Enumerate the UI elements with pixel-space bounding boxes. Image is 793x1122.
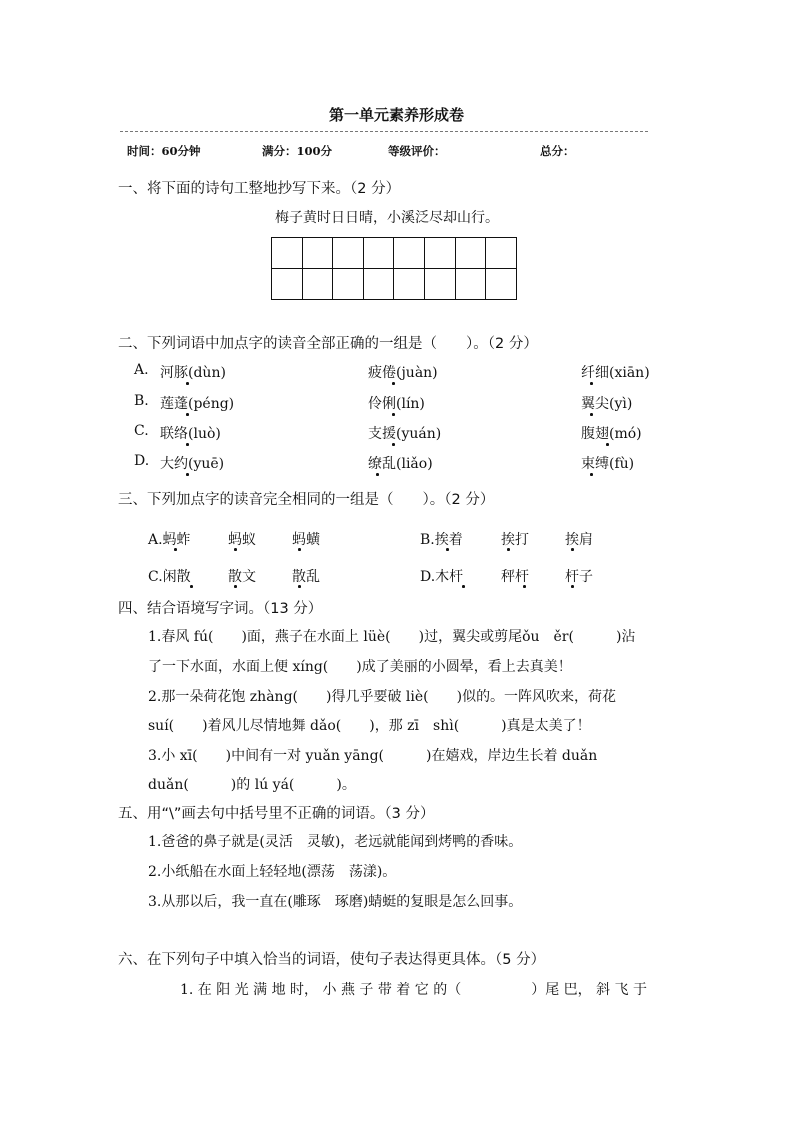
emphasis-dot <box>446 548 449 551</box>
grid-row <box>272 238 517 269</box>
q2-option-a-letter: A. <box>134 362 149 378</box>
q2-option-c-item3: 腹翅(mó) <box>581 426 642 442</box>
q3-option-c-word2: 散文 <box>228 569 256 585</box>
emphasis-dot <box>234 548 237 551</box>
q2-option-d-item2: 缭乱(liǎo) <box>368 456 433 472</box>
q3-option-b-word2: 挨打 <box>501 532 529 548</box>
grid-row <box>272 269 517 300</box>
q2-option-d-item3: 束缚(fù) <box>581 456 635 472</box>
emphasis-dot <box>590 382 593 385</box>
emphasis-dot <box>186 473 189 476</box>
header-divider <box>120 131 648 132</box>
emphasis-dot <box>507 548 510 551</box>
emphasis-dot <box>234 585 237 588</box>
q3-heading: 三、下列加点字的读音完全相同的一组是（ ）。（2 分） <box>118 492 495 508</box>
q3-option-a-word1: A.蚂蚱 <box>148 532 191 548</box>
emphasis-dot <box>571 585 574 588</box>
q3-option-d-word2: 秤杆 <box>501 569 529 585</box>
emphasis-dot <box>190 585 193 588</box>
q2-heading: 二、下列词语中加点字的读音全部正确的一组是（ ）。（2 分） <box>118 336 538 352</box>
q3-option-c-word1: C.闲散 <box>148 569 191 585</box>
q3-option-a-word2: 蚂蚁 <box>228 532 256 548</box>
q3-option-c-word3: 散乱 <box>292 569 320 585</box>
page-title: 第一单元素养形成卷 <box>328 106 464 124</box>
emphasis-dot <box>392 413 395 416</box>
q1-poem: 梅子黄时日日晴，小溪泛尽却山行。 <box>275 210 499 226</box>
q4-line-4: suí( )着风儿尽情地舞 dǎo( )，那 zī shì( )真是太美了！ <box>148 718 591 734</box>
emphasis-dot <box>392 443 395 446</box>
time-label: 时间：60分钟 <box>127 144 201 158</box>
q2-option-c-letter: C. <box>134 423 149 439</box>
q2-option-b-item3: 翼尖(yì) <box>581 396 633 412</box>
emphasis-dot <box>186 382 189 385</box>
emphasis-dot <box>376 473 379 476</box>
q4-line-6: duǎn( )的 lú yá( )。 <box>148 777 356 793</box>
q5-line-3: 3.从那以后，我一直在(雕琢 琢磨)蜻蜓的复眼是怎么回事。 <box>148 894 523 910</box>
q3-option-d-word1: D.木杆 <box>420 569 464 585</box>
q4-line-3: 2.那一朵荷花饱 zhàng( )得几乎要破 liè( )似的。一阵风吹来，荷花 <box>148 689 617 705</box>
emphasis-dot <box>462 585 465 588</box>
q2-option-d-letter: D. <box>134 453 150 469</box>
q2-option-c-item1: 联络(luò) <box>160 426 221 442</box>
emphasis-dot <box>186 413 189 416</box>
emphasis-dot <box>186 443 189 446</box>
emphasis-dot <box>606 443 609 446</box>
emphasis-dot <box>298 548 301 551</box>
q5-heading: 五、用“\”画去句中括号里不正确的词语。（3 分） <box>118 806 435 822</box>
q4-line-5: 3.小 xī( )中间有一对 yuǎn yāng( )在嬉戏，岸边生长着 duǎn <box>148 748 598 764</box>
q2-option-d-item1: 大约(yuē) <box>160 456 225 472</box>
q4-heading: 四、结合语境写字词。（13 分） <box>118 601 323 617</box>
score-label: 满分：100分 <box>262 144 333 158</box>
emphasis-dot <box>590 413 593 416</box>
q2-option-a-item2: 疲倦(juàn) <box>368 365 438 381</box>
q6-line-1: 1. 在 阳 光 满 地 时， 小 燕 子 带 着 它 的（ ）尾 巴， 斜 飞 于 <box>180 982 648 998</box>
emphasis-dot <box>590 473 593 476</box>
q6-heading: 六、在下列句子中填入恰当的词语，使句子表达得更具体。（5 分） <box>118 952 546 968</box>
q3-option-d-word3: 杆子 <box>565 569 593 585</box>
q2-option-a-item3: 纤细(xiān) <box>581 365 650 381</box>
q2-option-c-item2: 支援(yuán) <box>368 426 442 442</box>
q1-heading: 一、将下面的诗句工整地抄写下来。（2 分） <box>118 181 401 197</box>
q2-option-b-item1: 莲蓬(péng) <box>160 396 235 412</box>
q2-option-a-item1: 河豚(dùn) <box>160 365 226 381</box>
q2-option-b-letter: B. <box>134 393 149 409</box>
q4-line-2: 了一下水面，水面上便 xíng( )成了美丽的小圆晕，看上去真美！ <box>148 659 572 675</box>
q4-line-1: 1.春风 fú( )面，燕子在水面上 lüè( )过，翼尖或剪尾ǒu ěr( )沾 <box>148 629 636 645</box>
q3-option-b-word1: B.挨着 <box>420 532 463 548</box>
q3-option-a-word3: 蚂蟥 <box>292 532 320 548</box>
q2-option-b-item2: 伶俐(lín) <box>368 396 425 412</box>
total-label: 总分： <box>540 144 575 158</box>
emphasis-dot <box>523 585 526 588</box>
q5-line-1: 1.爸爸的鼻子就是(灵活 灵敏)，老远就能闻到烤鸭的香味。 <box>148 834 523 850</box>
emphasis-dot <box>298 585 301 588</box>
grade-label: 等级评价： <box>388 144 446 158</box>
q5-line-2: 2.小纸船在水面上轻轻地(漂荡 荡漾)。 <box>148 864 397 880</box>
emphasis-dot <box>174 548 177 551</box>
writing-grid[interactable] <box>271 237 517 300</box>
q3-option-b-word3: 挨肩 <box>565 532 593 548</box>
emphasis-dot <box>392 382 395 385</box>
emphasis-dot <box>571 548 574 551</box>
